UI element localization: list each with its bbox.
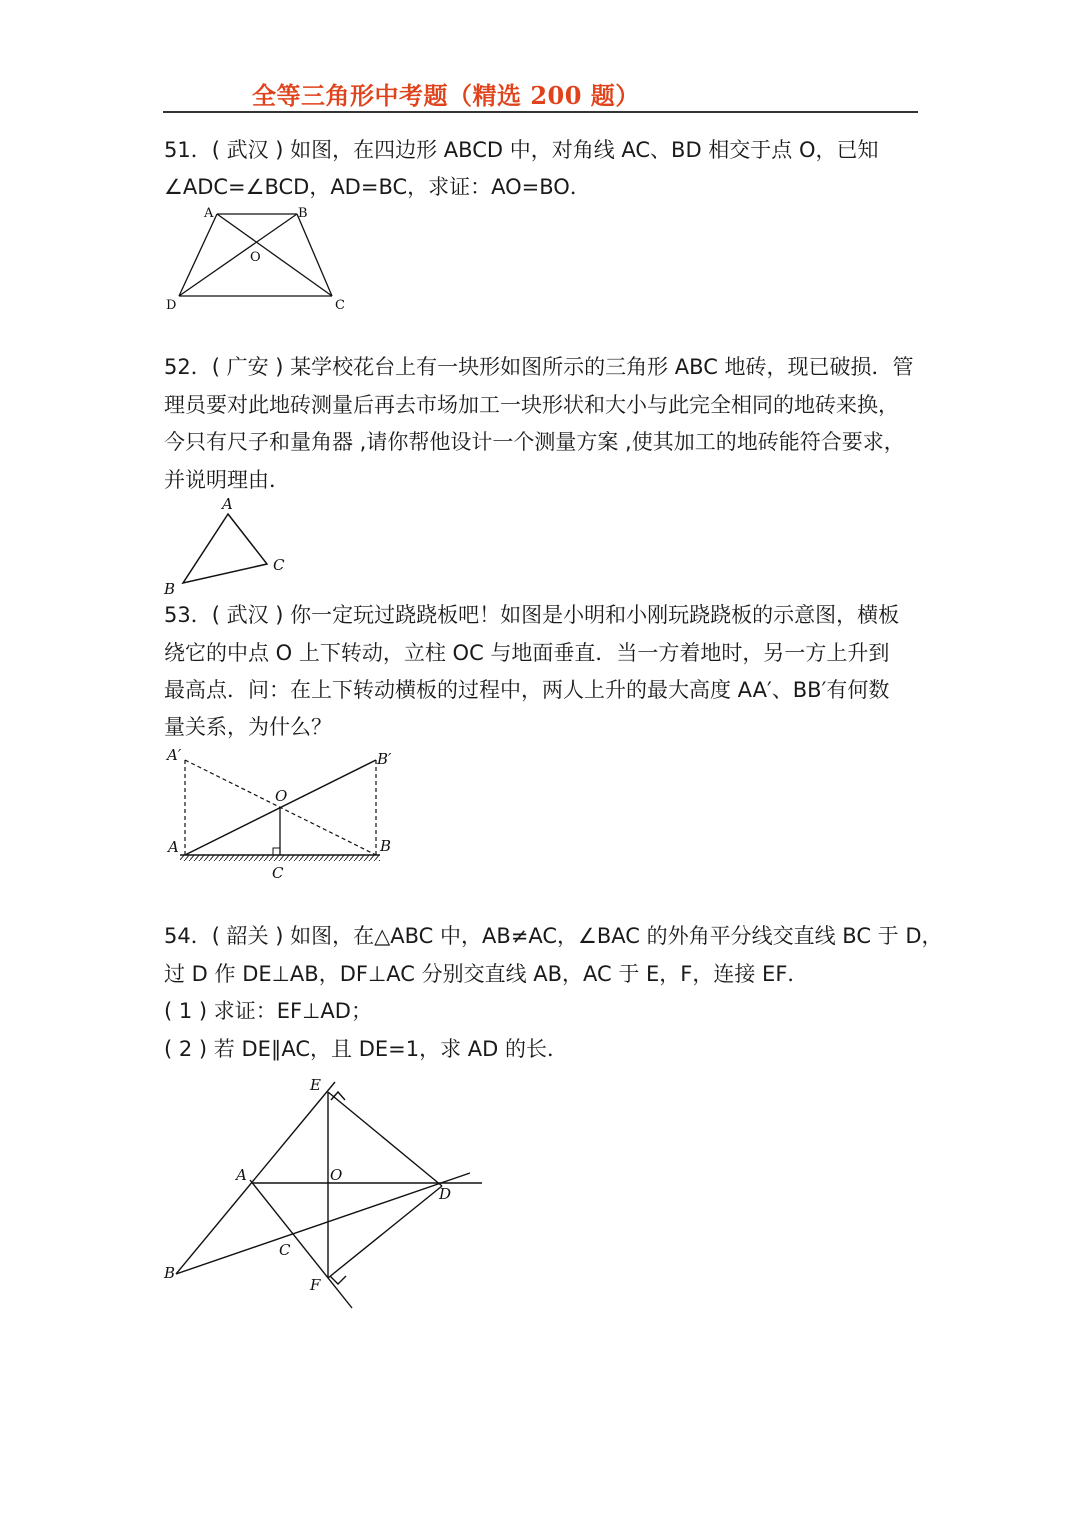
fig53-label-a-prime: A′ <box>167 746 182 764</box>
page-title: 全等三角形中考题（精选 200 题） <box>252 81 640 110</box>
fig54-label-e: E <box>310 1076 321 1094</box>
title-divider <box>163 111 918 113</box>
fig54-label-f: F <box>310 1276 321 1294</box>
question-54-line-4: ( 2 ) 若 DE∥AC，且 DE=1，求 AD 的长． <box>164 1037 569 1061</box>
fig51-label-a: A <box>204 206 214 221</box>
question-53-line-3: 最高点．问：在上下转动横板的过程中，两人上升的最大高度 AA′、BB′有何数 <box>164 678 890 702</box>
figure-54-geometry <box>160 1070 500 1320</box>
question-53-line-4: 量关系，为什么？ <box>164 715 332 739</box>
question-52-line-3: 今只有尺子和量角器 ,请你帮他设计一个测量方案 ,使其加工的地砖能符合要求， <box>164 430 905 454</box>
question-52-line-2: 理员要对此地砖测量后再去市场加工一块形状和大小与此完全相同的地砖来换， <box>164 393 899 417</box>
question-54-line-3: ( 1 ) 求证：EF⊥AD； <box>164 999 372 1023</box>
fig51-label-b: B <box>298 206 308 221</box>
fig54-label-c: C <box>279 1241 291 1259</box>
fig54-label-b: B <box>164 1264 176 1282</box>
fig53-label-b-prime: B′ <box>377 750 392 768</box>
fig53-label-b: B <box>380 837 392 855</box>
fig52-label-b: B <box>164 580 176 598</box>
fig54-label-d: D <box>439 1185 452 1203</box>
question-52-line-1: 52．( 广安 ) 某学校花台上有一块形如图所示的三角形 ABC 地砖，现已破损．管 <box>164 355 914 379</box>
question-51-line-2: ∠ADC=∠BCD，AD=BC，求证：AO=BO． <box>164 175 591 199</box>
figure-51-quadrilateral <box>160 200 360 315</box>
question-54-line-1: 54．( 韶关 ) 如图，在△ABC 中，AB≠AC，∠BAC 的外角平分线交直线 BC 于 D， <box>164 924 943 948</box>
fig53-label-o: O <box>275 787 288 805</box>
question-51-line-1: 51．( 武汉 ) 如图，在四边形 ABCD 中，对角线 AC、BD 相交于点 O，已知 <box>164 138 879 162</box>
question-53-line-1: 53．( 武汉 ) 你一定玩过跷跷板吧！如图是小明和小刚玩跷跷板的示意图，横板 <box>164 603 900 627</box>
figure-53-seesaw <box>160 740 410 885</box>
fig53-label-c: C <box>272 864 284 882</box>
fig51-label-d: D <box>166 298 177 313</box>
fig51-label-o: O <box>250 250 261 265</box>
fig52-label-c: C <box>273 556 285 574</box>
fig54-label-a: A <box>236 1166 247 1184</box>
fig51-label-c: C <box>335 298 345 313</box>
ground-hatch <box>180 855 380 861</box>
figure-52-triangle <box>160 492 300 602</box>
fig52-label-a: A <box>222 495 233 513</box>
question-53-line-2: 绕它的中点 O 上下转动，立柱 OC 与地面垂直．当一方着地时，另一方上升到 <box>164 641 890 665</box>
fig54-label-o: O <box>330 1166 343 1184</box>
question-54-line-2: 过 D 作 DE⊥AB，DF⊥AC 分别交直线 AB，AC 于 E，F，连接 EF． <box>164 962 809 986</box>
fig53-label-a: A <box>168 838 179 856</box>
question-52-line-4: 并说明理由． <box>164 468 290 492</box>
